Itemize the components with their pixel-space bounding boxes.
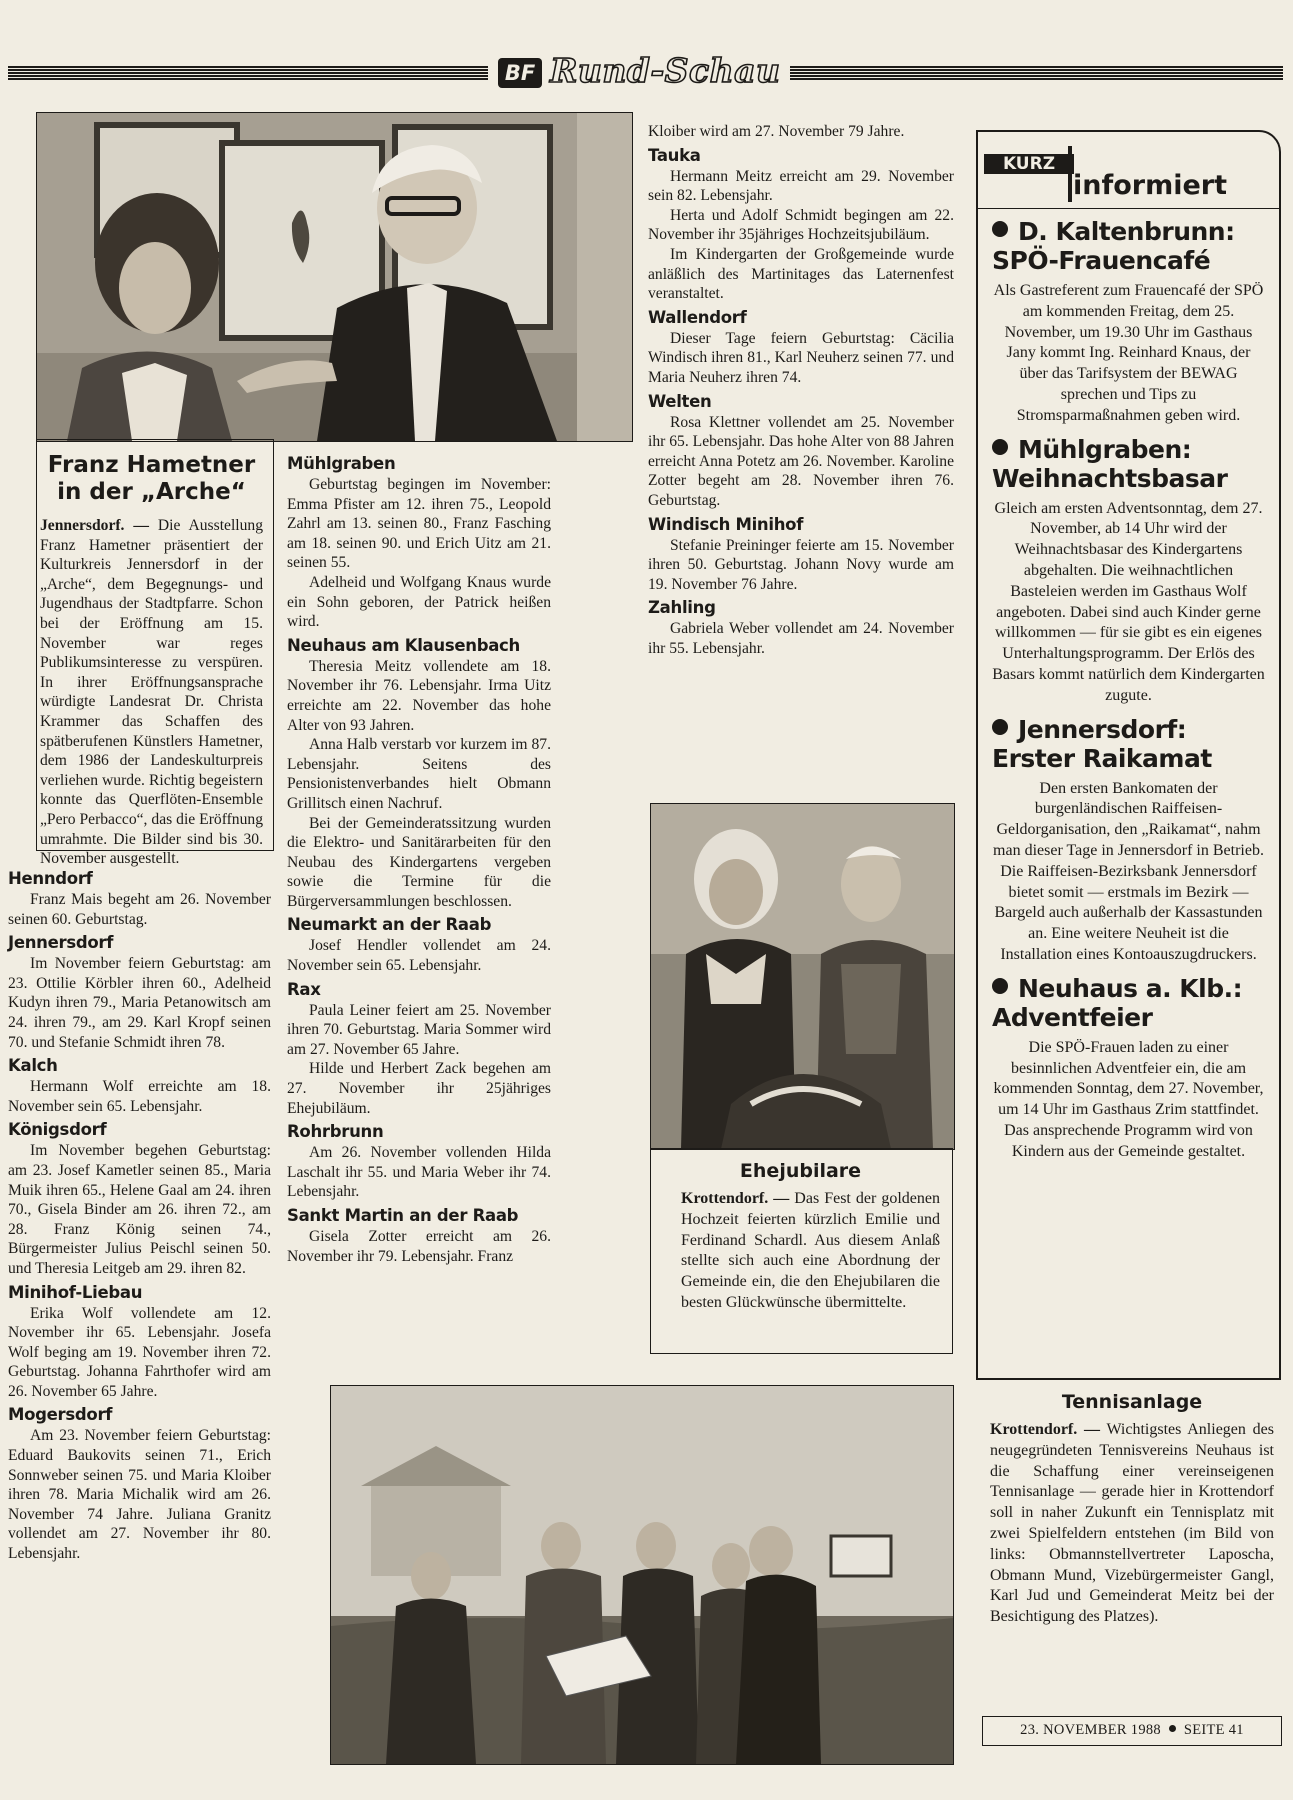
section-heading-sankt-martin-an-der-raab: Sankt Martin an der Raab [287,1206,519,1225]
kurz-item-neuhaus [992,974,1265,1163]
exhibition-photo-illustration [37,113,632,441]
col2-neuhaus-am-klausenbach [287,635,551,912]
col3-windisch-minihof [648,514,954,595]
col2-sankt-martin-an-der-raab [287,1205,551,1266]
kurz-item-muehlgraben [992,435,1265,707]
section-text: Anna Halb verstarb vor kurzem im 87. Lebensjahr. Seitens des Pensionistenverbandes hielt Obmann Grillitsch einen Nachruf. [287,736,551,812]
section-text: Adelheid und Wolfgang Knaus wurde ein Sohn geboren, der Patrick heißen wird. [287,573,551,631]
section-heading-rax: Rax [287,979,321,999]
col1-kalch [8,1055,271,1116]
kurz-item-heading-line1: Mühlgraben: [1018,434,1192,464]
section-heading-jennersdorf: Jennersdorf [8,933,114,953]
section-text: Stefanie Preininger feierte am 15. November ihren 50. Geburtstag. Johann Novy wurde am 19. November 76 Jahre. [648,536,954,593]
section-text: Gabriela Weber vollendet am 24. November ihr 55. Lebensjahr. [648,620,954,657]
column-3-briefs [648,122,954,792]
kurz-item-heading-line2: Adventfeier [992,1002,1153,1032]
col2-muehlgraben [287,453,551,632]
kurz-item-heading-line1: Neuhaus a. Klb.: [1018,973,1243,1003]
couple-photo-illustration [651,804,954,1149]
col1-minihof-liebau [8,1282,271,1402]
section-text: Theresia Meitz vollendete am 18. November ihr 76. Lebensjahr. Irma Uitz erreichte am 22. November das hohe Alter von 93 Jahren. [287,657,551,734]
kurz-item-text: Die SPÖ-Frauen laden zu einer besinnlichen Adventfeier ein, die am kommenden Sonntag, dem 27. November, um 14 Uhr im Gasthaus Zrim stattfindet. Das ansprechende Programm wird von Kindern aus der Gemeinde gestaltet. [993,1038,1264,1160]
section-heading-kalch: Kalch [8,1056,58,1076]
col1-mogersdorf [8,1404,271,1563]
section-heading-minihof-liebau: Minihof-Liebau [8,1282,143,1302]
section-heading-zahling: Zahling [648,598,716,618]
ehejubilare-dateline: Krottendorf. — [681,1190,790,1207]
kurz-item-text: Gleich am ersten Adventsonntag, dem 27. November, ab 14 Uhr wird der Weihnachtsbasar des Kindergartens abgehalten. Die weihnachtlichen Basteleien werden im Gasthaus Wolf angeboten. Dabei sind auch Kinder gerne willkommen — für sie gibt es ein eigenes Unterhaltungsprogramm. Der Erlös des Basars kommt natürlich dem Kindergarten zugute. [992,499,1265,704]
kurz-item-heading-line2: Weihnachtsbasar [992,463,1228,493]
section-text: Im November begehen Geburtstag: am 23. Josef Kametler seinen 85., Maria Muik ihren 65., Helene Gaal am 24. ihren 70., Gisela Binder am 26. ihren 72., am 28. Franz König seinen 74., Bürgermeister Julius Peischl seinen 50. und Theresia Leitgeb am 29. ihren 82. [8,1142,271,1277]
kurz-item-kaltenbrunn [992,217,1265,427]
section-text: Josef Hendler vollendet am 24. November sein 65. Lebensjahr. [287,937,551,975]
section-heading-henndorf: Henndorf [8,869,93,888]
lead-article-text: Die Ausstellung Franz Hametner präsentiert der Kulturkreis Jennersdorf in der „Arche“, dem Begegnungs- und Jugendhaus der Stadtpfarre. Schon bei der Eröffnung am 15. November war reges Publikumsinteresse zu verspüren. In ihrer Eröffnungsansprache würdigte Landesrat Dr. Christa Krammer das Schaffen des spätberufenen Künstlers Hametner, dem 1986 der Landeskulturpreis verliehen wurde. Richtig begeistern konnte das Querflöten-Ensemble „Pero Perbacco“, das die Eröffnung umrahmte. Die Bilder sind bis 30. November ausgestellt. [40,517,264,868]
col3-welten [648,391,954,511]
footer-page: SEITE 41 [1183,1722,1244,1738]
col1-koenigsdorf [8,1119,271,1278]
bullet-icon [992,439,1008,455]
kurz-item-heading [992,715,1265,773]
masthead-title: Rund-Schau [550,51,781,90]
section-text: Hermann Wolf erreichte am 18. November sein 65. Lebensjahr. [8,1078,271,1115]
bullet-icon [992,978,1008,994]
informiert-label: informiert [1073,170,1228,201]
section-text: Dieser Tage feiern Geburtstag: Cäcilia Windisch ihren 81., Karl Neuherz seinen 77. und Maria Neuherz ihren 74. [648,329,954,386]
tennis-group-photo-illustration [331,1386,953,1764]
section-heading-wallendorf: Wallendorf [648,307,747,327]
ehejubilare-title: Ehejubilare [739,1160,862,1182]
lead-article-body [40,516,263,869]
kurz-item-heading-line1: D. Kaltenbrunn: [1018,217,1235,246]
tennis-photo [330,1385,954,1765]
tennis-title: Tennisanlage [1061,1391,1203,1413]
lead-photo-exhibition [36,112,633,442]
col1-henndorf [8,868,271,929]
section-text: Geburtstag begingen im November: Emma Pfister am 12. ihren 75., Leopold Zahrl am 13. seinen 80., Franz Fasching am 18. seinen 90. und Erich Uitz am 21. seinen 55. [287,476,551,572]
kurz-label: KURZ [984,154,1074,174]
section-text: Franz Mais begeht am 26. November seinen 60. Geburtstag. [8,891,271,928]
col1-jennersdorf [8,932,271,1052]
lead-article-title-line2: in der „Arche“ [57,479,246,505]
kurz-label-block [978,132,1279,209]
col3-wallendorf [648,307,954,388]
masthead-logo: BF [498,58,542,88]
section-heading-neumarkt-an-der-raab: Neumarkt an der Raab [287,915,492,935]
section-text: Erika Wolf vollendete am 12. November ihr 65. Lebensjahr. Josefa Wolf beging am 19. November ihren 72. Geburtstag. Johanna Fahrthofer wird am 26. November 65 Jahre. [8,1304,271,1400]
column-1-briefs [8,865,271,1765]
section-heading-windisch-minihof: Windisch Minihof [648,514,804,534]
section-text: Am 26. November vollenden Hilda Laschalt ihr 55. und Maria Weber ihr 74. Lebensjahr. [287,1144,551,1201]
col2-neumarkt-an-der-raab [287,914,551,975]
ehejubilare-text: Das Fest der goldenen Hochzeit feierten kürzlich Emilie und Ferdinand Schardl. Aus diesem Anlaß stellte sich auch eine Abordnung der Gemeinde ein, die den Ehejubilaren die besten Glückwünsche übermittelte. [681,1190,940,1311]
section-text: Herta und Adolf Schmidt begingen am 22. November ihr 35jähriges Hochzeitsjubiläum. [648,206,954,244]
col3-zahling [648,597,954,658]
kurz-informiert-box [976,130,1281,1380]
col3-continued-text: Kloiber wird am 27. November 79 Jahre. [648,123,905,140]
col3-tauka [648,145,954,304]
masthead [8,51,1283,90]
section-heading-muehlgraben: Mühlgraben [287,454,396,473]
page-footer [982,1716,1282,1746]
section-text: Hermann Meitz erreicht am 29. November sein 82. Lebensjahr. [648,167,954,205]
ehejubilare-body [681,1189,940,1314]
section-text: Hilde und Herbert Zack begehen am 27. November ihr 25jähriges Ehejubiläum. [287,1060,551,1117]
section-text: Am 23. November feiern Geburtstag: Eduard Baukovits seinen 71., Erich Sonnweber seinen 75. und Maria Kloiber ihren 78. Maria Michalik wird am 26. November 74 Jahre. Juliana Granitz vollendet am 27. November ihr 80. Lebensjahr. [8,1427,271,1563]
col2-rax [287,979,551,1119]
masthead-rule-left [8,66,488,80]
section-heading-rohrbrunn: Rohrbrunn [287,1122,384,1142]
section-heading-welten: Welten [648,391,712,411]
tennis-article [990,1390,1274,1690]
kurz-item-text: Als Gastreferent zum Frauencafé der SPÖ am kommenden Freitag, dem 25. November, um 19.30 Uhr im Gasthaus Jany kommt Ing. Reinhard Knaus, der über das Tarifsystem der BEWAG sprechen und Tips zu Stromsparmaßnahmen geben wird. [993,282,1264,424]
masthead-rule-right [790,66,1283,80]
bullet-icon [992,221,1008,237]
section-heading-tauka: Tauka [648,145,701,165]
section-heading-mogersdorf: Mogersdorf [8,1405,113,1425]
lead-article-dateline: Jennersdorf. — [40,517,149,534]
kurz-item-heading-line2: Erster Raikamat [992,743,1212,773]
section-text: Im Kindergarten der Großgemeinde wurde anläßlich des Martinitages das Laternenfest veranstaltet. [648,245,954,303]
footer-date: 23. NOVEMBER 1988 [1020,1722,1161,1738]
kurz-item-heading [992,974,1265,1032]
section-text: Paula Leiner feiert am 25. November ihren 70. Geburtstag. Maria Sommer wird am 27. November 65 Jahre. [287,1001,551,1058]
tennis-dateline: Krottendorf. — [990,1421,1100,1438]
footer-bullet-icon [1169,1725,1176,1732]
section-text: Gisela Zotter erreicht am 26. November ihr 79. Lebensjahr. Franz [287,1228,551,1265]
kurz-item-text: Den ersten Bankomaten der burgenländischen Raiffeisen-Geldorganisation, den „Raikamat“, nahm man dieser Tage in Jennersdorf in Betrieb. Die Raiffeisen-Bezirksbank Jennersdorf bietet somit — erstmals im Bezirk — Bargeld auch außerhalb der Kassastunden an. Eine weitere Neuheit ist die Installation eines Kontoauszugdruckers. [993,779,1264,963]
col2-rohrbrunn [287,1121,551,1202]
kurz-item-heading [992,435,1265,493]
kurz-item-heading-line1: Jennersdorf: [1018,714,1187,744]
column-2-briefs [287,450,551,1265]
lead-article-title-line1: Franz Hametner [47,452,256,478]
kurz-item-heading-line2: SPÖ-Frauencafé [992,246,1211,275]
tennis-text: Wichtigstes Anliegen des neugegründeten Tennisvereins Neuhaus ist die Schaffung einer vereinseigenen Tennisanlage — gerade hier in Krottendorf soll in naher Zukunft ein Tennisplatz mit zwei Spielfeldern entstehen (im Bild von links: Obmannstellvertreter Laposcha, Obmann Mund, Vizebürgermeister Gangl, Karl Jud und Gemeinderat Meitz bei der Besichtigung des Platzes). [990,1421,1274,1626]
section-text: Bei der Gemeinderatssitzung wurden die Elektro- und Sanitärarbeiten für den Neubau des Kindergartens vergeben sowie die Termine für die Bürgerversammlungen beschlossen. [287,814,551,910]
section-heading-koenigsdorf: Königsdorf [8,1120,107,1140]
ehejubilare-photo [650,803,955,1150]
ehejubilare-box [650,1148,953,1354]
section-text: Im November feiern Geburtstag: am 23. Ottilie Körbler ihren 60., Adelheid Kudyn ihren 79., Maria Petanowitsch am 24. ihren 79., am 29. Karl Kropf seinen 70. und Stefanie Schmidt ihren 78. [8,955,271,1051]
tennis-body [990,1420,1274,1628]
lead-article-box [36,439,274,868]
bullet-icon [992,719,1008,735]
kurz-item-heading [992,217,1265,275]
section-text: Rosa Klettner vollendet am 25. November ihr 65. Lebensjahr. Das hohe Alter von 88 Jahren erreicht Anna Potetz am 26. November. Karoline Zotter begeht am 28. November ihren 76. Geburtstag. [648,413,954,509]
section-heading-neuhaus-am-klausenbach: Neuhaus am Klausenbach [287,635,520,655]
kurz-item-jennersdorf [992,715,1265,966]
informiert-bar [1068,146,1072,202]
